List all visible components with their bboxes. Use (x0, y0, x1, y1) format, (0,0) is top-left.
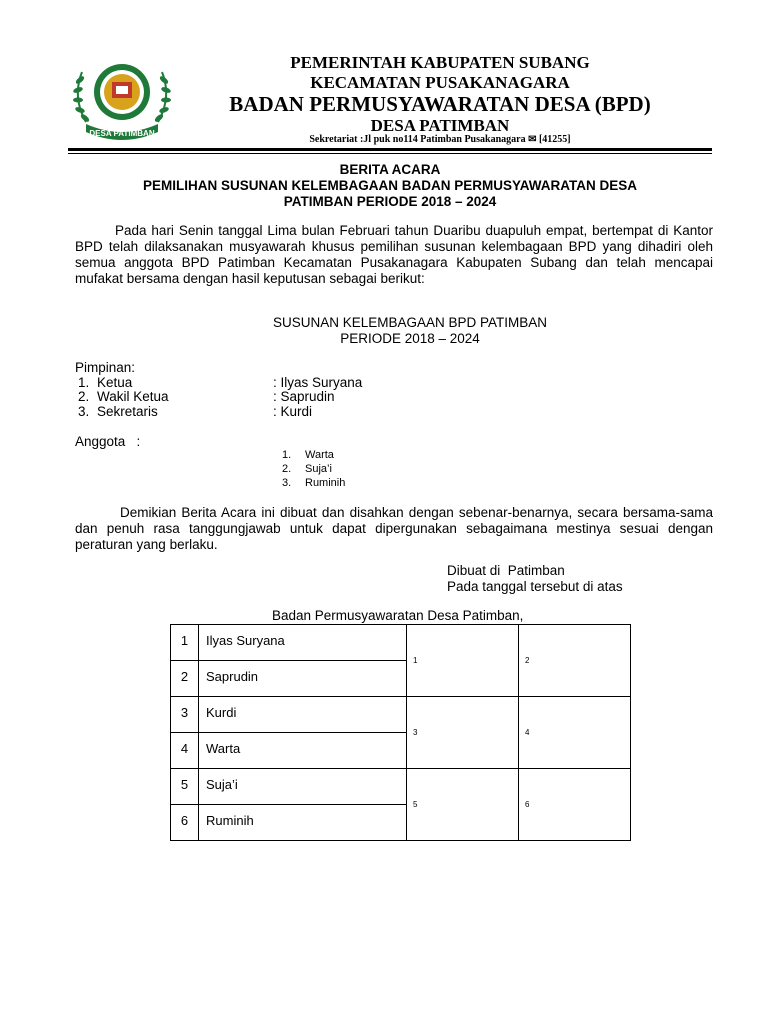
table-row (171, 697, 631, 733)
anggota-number: 3. (282, 477, 292, 489)
pimpinan-name: : Kurdi (273, 404, 313, 419)
anggota-number: 2. (282, 463, 292, 475)
header-institution: BADAN PERMUSYAWARATAN DESA (BPD) (229, 92, 651, 116)
date-line: Pada tanggal tersebut di atas (447, 579, 623, 594)
row-number: 4 (171, 733, 199, 769)
row-number: 5 (171, 769, 199, 805)
signature-box: 3 (407, 697, 519, 769)
anggota-name: Suja’i (305, 463, 332, 475)
pimpinan-number: 3. (78, 404, 90, 419)
anggota-number: 1. (282, 449, 292, 461)
table-row (171, 625, 631, 661)
row-number: 1 (171, 625, 199, 661)
village-emblem-logo (72, 52, 172, 140)
member-name: Saprudin (199, 661, 407, 697)
header-secretariat (200, 134, 680, 145)
signature-box: 1 (407, 625, 519, 697)
member-name: Ilyas Suryana (199, 625, 407, 661)
pimpinan-number: 2. (78, 389, 90, 404)
pimpinan-role: Ketua (97, 375, 133, 390)
signature-box: 5 (407, 769, 519, 841)
document-subject: PEMILIHAN SUSUNAN KELEMBAGAAN BADAN PERMUSYAWARATAN DESA (142, 178, 638, 193)
anggota-name: Warta (305, 449, 334, 461)
table-row (171, 769, 631, 805)
structure-period: PERIODE 2018 – 2024 (340, 331, 480, 346)
member-name: Warta (199, 733, 407, 769)
pimpinan-number: 1. (78, 375, 90, 390)
secretariat-address: Sekretariat :Jl puk no114 Patimban Pusakanagara (309, 134, 526, 145)
pimpinan-role: Sekretaris (97, 404, 158, 419)
anggota-label: Anggota : (75, 434, 141, 449)
place-line: Dibuat di Patimban (447, 563, 565, 578)
row-number: 6 (171, 805, 199, 841)
intro-paragraph: Pada hari Senin tanggal Lima bulan Februari tahun Duaribu duapuluh empat, bertempat di Kantor BPD telah dilaksanakan musyawarah khusus pemilihan susunan kelembagaan BPD yang dihadiri oleh semua anggota BPD Patimban Kecamatan Pusakanagara Kabupaten Subang dan telah mencapai mufakat bersama dengan hasil keputusan sebagai berikut: (75, 223, 713, 286)
closing-paragraph: Demikian Berita Acara ini dibuat dan disahkan dengan sebenar-benarnya, secara bersama-sama dan penuh rasa tanggungjawab untuk dapat dipergunakan sebagaimana mestinya sesuai dengan peraturan yang berlaku. (75, 505, 713, 552)
postal-code: [41255] (538, 134, 571, 145)
document-period: PATIMBAN PERIODE 2018 – 2024 (283, 194, 497, 209)
signature-table (170, 624, 631, 841)
anggota-name: Ruminih (305, 477, 346, 489)
envelope-icon: ✉ (528, 134, 537, 145)
letterhead-rule-thick (68, 148, 712, 151)
structure-title: SUSUNAN KELEMBAGAAN BPD PATIMBAN (272, 315, 548, 330)
pimpinan-label: Pimpinan: (75, 360, 136, 375)
pimpinan-name: : Ilyas Suryana (273, 375, 363, 390)
header-government: PEMERINTAH KABUPATEN SUBANG (290, 53, 590, 72)
pimpinan-name: : Saprudin (273, 389, 335, 404)
member-name: Kurdi (199, 697, 407, 733)
signature-heading: Badan Permusyawaratan Desa Patimban, (272, 608, 524, 623)
row-number: 2 (171, 661, 199, 697)
header-district: KECAMATAN PUSAKANAGARA (310, 73, 570, 92)
member-name: Ruminih (199, 805, 407, 841)
logo-text: DESA PATIMBAN (89, 129, 155, 138)
signature-box: 2 (519, 625, 631, 697)
letterhead-rule-thin (68, 153, 712, 154)
row-number: 3 (171, 697, 199, 733)
document-title: BERITA ACARA (339, 162, 441, 177)
member-name: Suja’i (199, 769, 407, 805)
pimpinan-role: Wakil Ketua (97, 389, 169, 404)
header-village: DESA PATIMBAN (370, 116, 510, 135)
signature-box: 6 (519, 769, 631, 841)
signature-box: 4 (519, 697, 631, 769)
